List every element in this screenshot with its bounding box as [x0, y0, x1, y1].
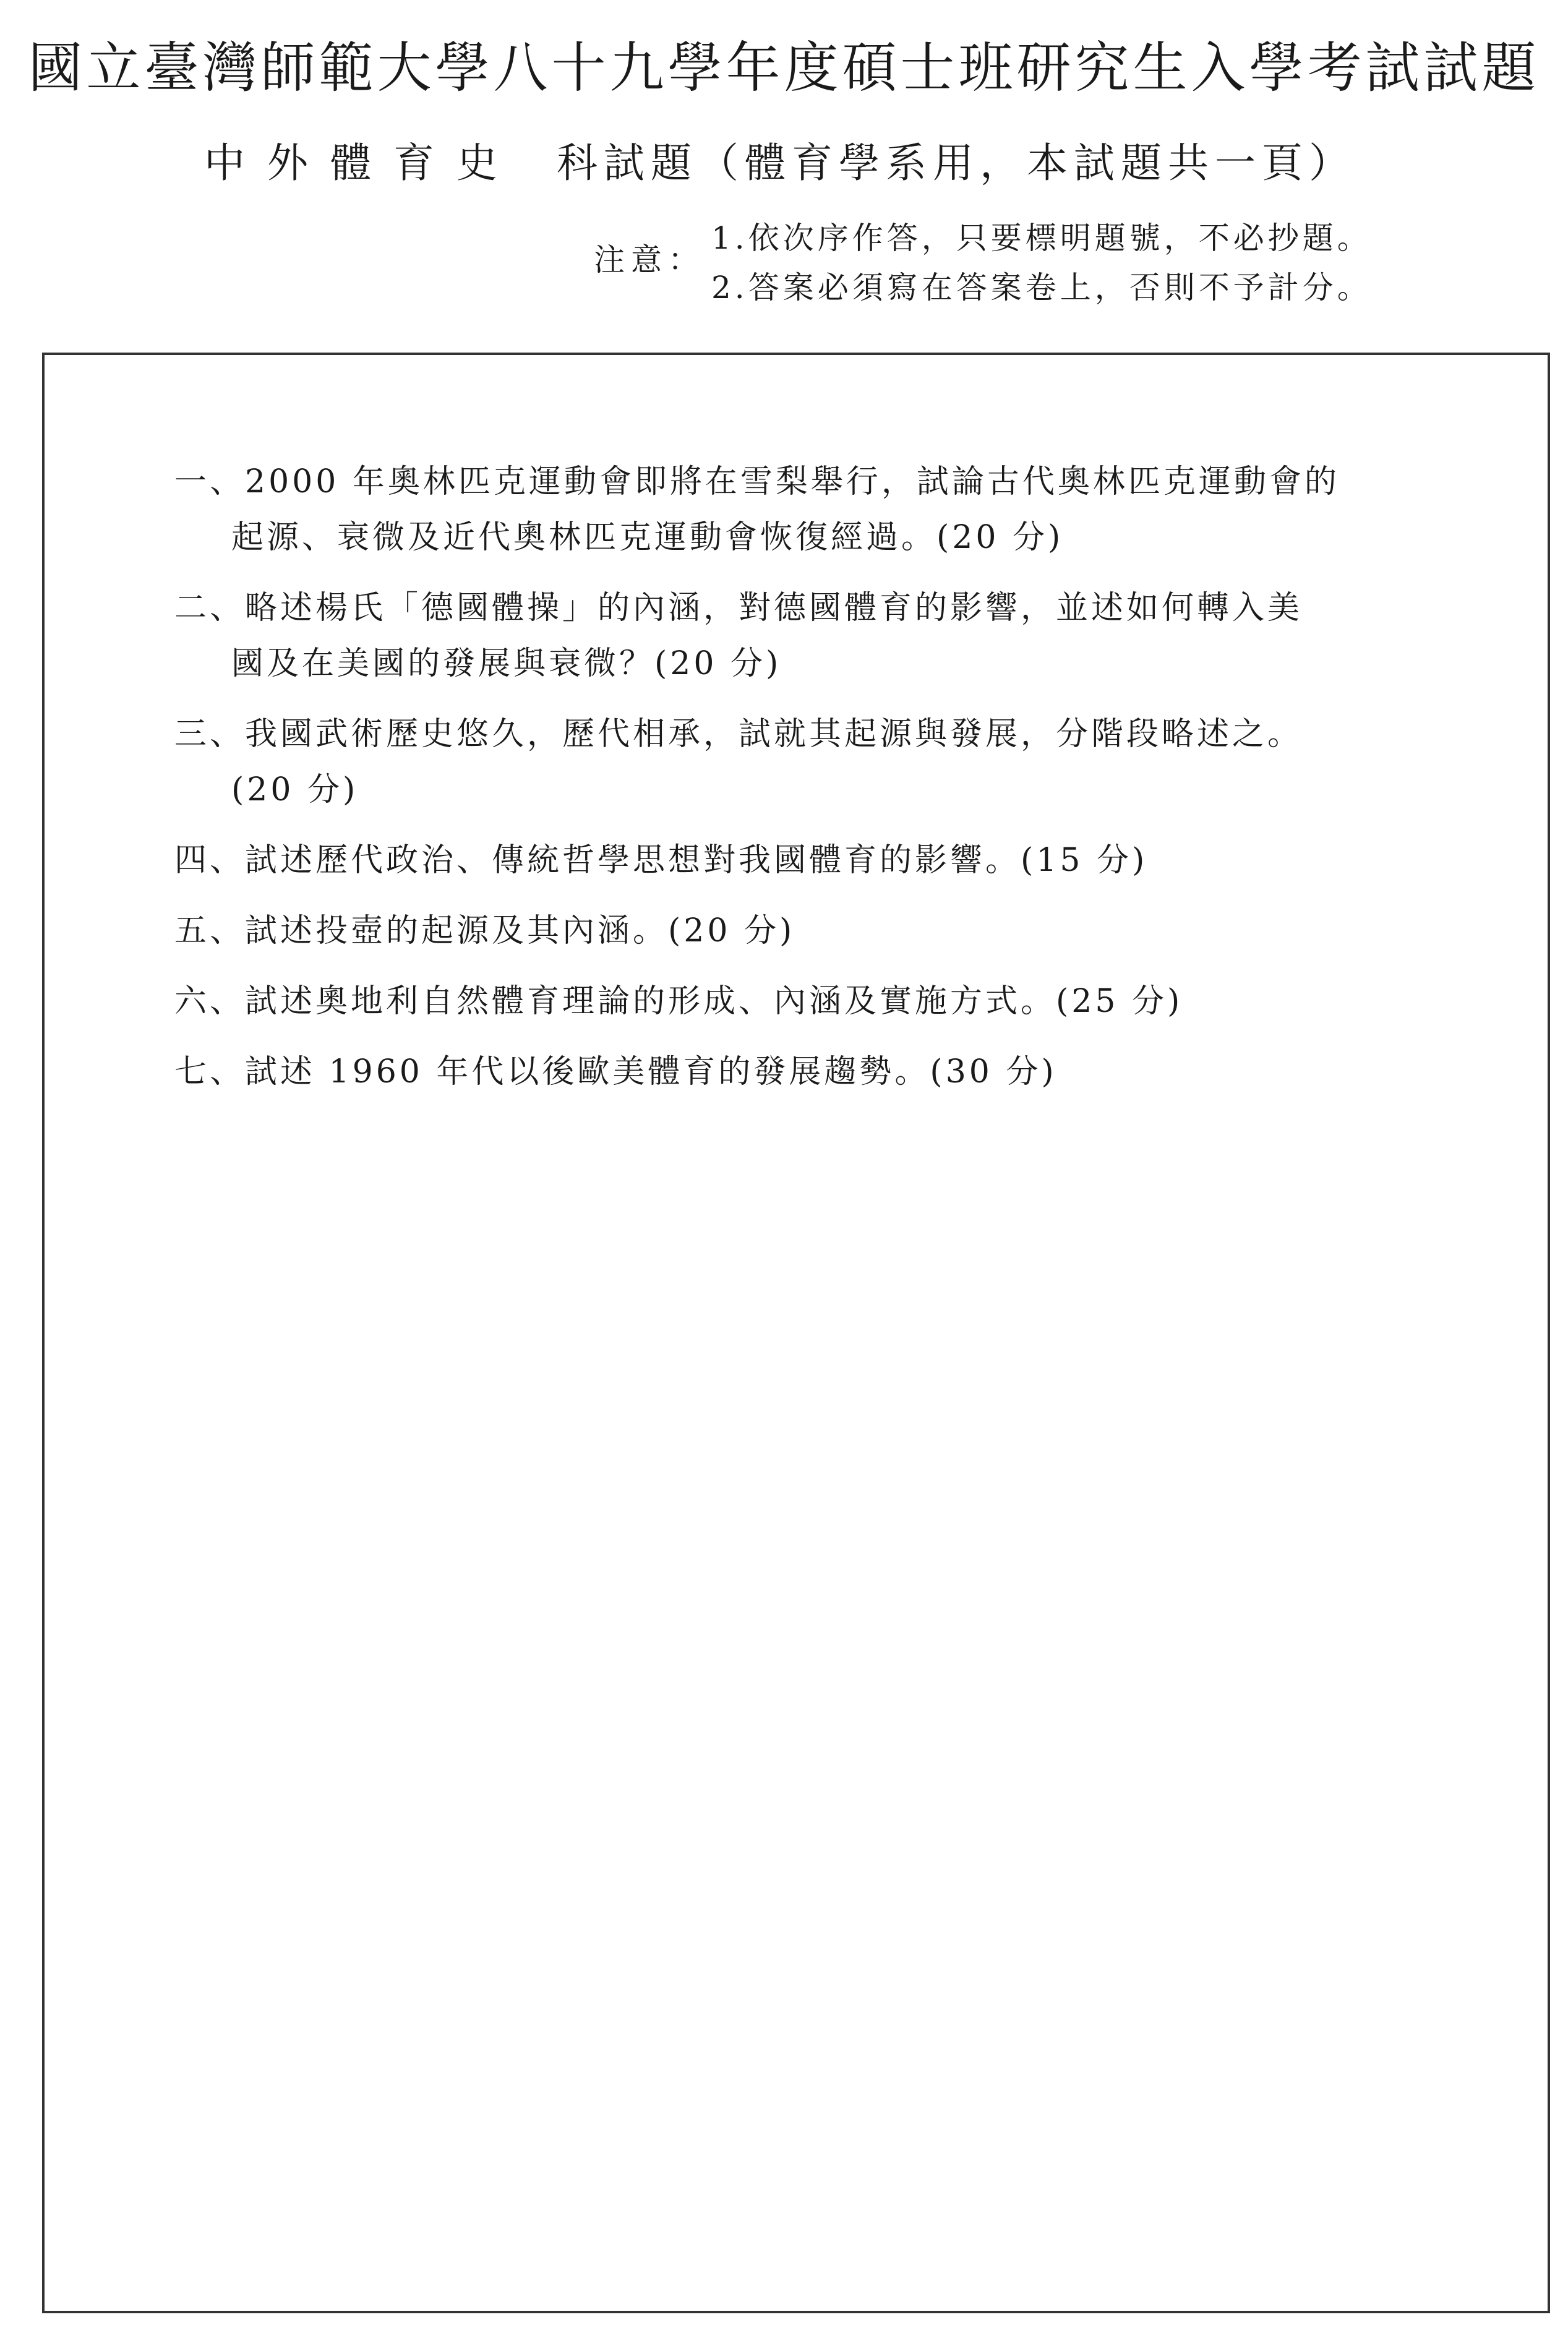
question-number: 六、	[174, 983, 246, 1020]
question-6	[174, 974, 1473, 1029]
subtitle-rest: 科試題（體育學系用，本試題共一頁）	[557, 139, 1356, 187]
question-4	[174, 833, 1473, 888]
question-3	[174, 706, 1473, 818]
notice-label: 注意：	[594, 242, 705, 278]
exam-title: 國立臺灣師範大學八十九學年度碩士班研究生入學考試試題	[28, 36, 1540, 100]
question-text: 試述奧地利自然體育理論的形成、內涵及實施方式。(25 分)	[245, 983, 1183, 1020]
question-number: 一、	[174, 463, 246, 500]
question-7	[174, 1044, 1473, 1100]
questions-frame	[42, 353, 1550, 2313]
question-number: 七、	[174, 1053, 246, 1090]
question-number: 三、	[174, 716, 246, 753]
question-text: 試述投壺的起源及其內涵。(20 分)	[245, 912, 795, 949]
question-text-cont: (20 分)	[231, 771, 359, 808]
question-text-cont: 國及在美國的發展與衰微？(20 分)	[231, 645, 782, 682]
question-text: 我國武術歷史悠久，歷代相承，試就其起源與發展，分階段略述之。	[245, 716, 1303, 753]
question-1	[174, 454, 1473, 565]
notice-lines	[711, 213, 1372, 312]
question-5	[174, 903, 1473, 959]
question-2	[174, 580, 1473, 692]
question-text: 試述 1960 年代以後歐美體育的發展趨勢。(30 分)	[245, 1053, 1057, 1090]
question-text: 2000 年奧林匹克運動會即將在雪梨舉行，試論古代奧林匹克運動會的	[245, 463, 1340, 500]
question-text: 試述歷代政治、傳統哲學思想對我國體育的影響。(15 分)	[245, 842, 1148, 879]
subject-name: 中外體育史	[204, 139, 520, 187]
exam-subtitle	[204, 130, 1356, 189]
notice-line-1: 1.依次序作答，只要標明題號，不必抄題。	[711, 220, 1372, 256]
question-number: 二、	[174, 589, 246, 627]
question-text: 略述楊氏「德國體操」的內涵，對德國體育的影響，並述如何轉入美	[245, 589, 1303, 627]
question-list	[174, 454, 1473, 1115]
question-number: 四、	[174, 842, 246, 879]
question-number: 五、	[174, 912, 246, 949]
notice-line-2: 2.答案必須寫在答案卷上，否則不予計分。	[711, 270, 1372, 306]
question-text-cont: 起源、衰微及近代奧林匹克運動會恢復經過。(20 分)	[231, 519, 1064, 556]
